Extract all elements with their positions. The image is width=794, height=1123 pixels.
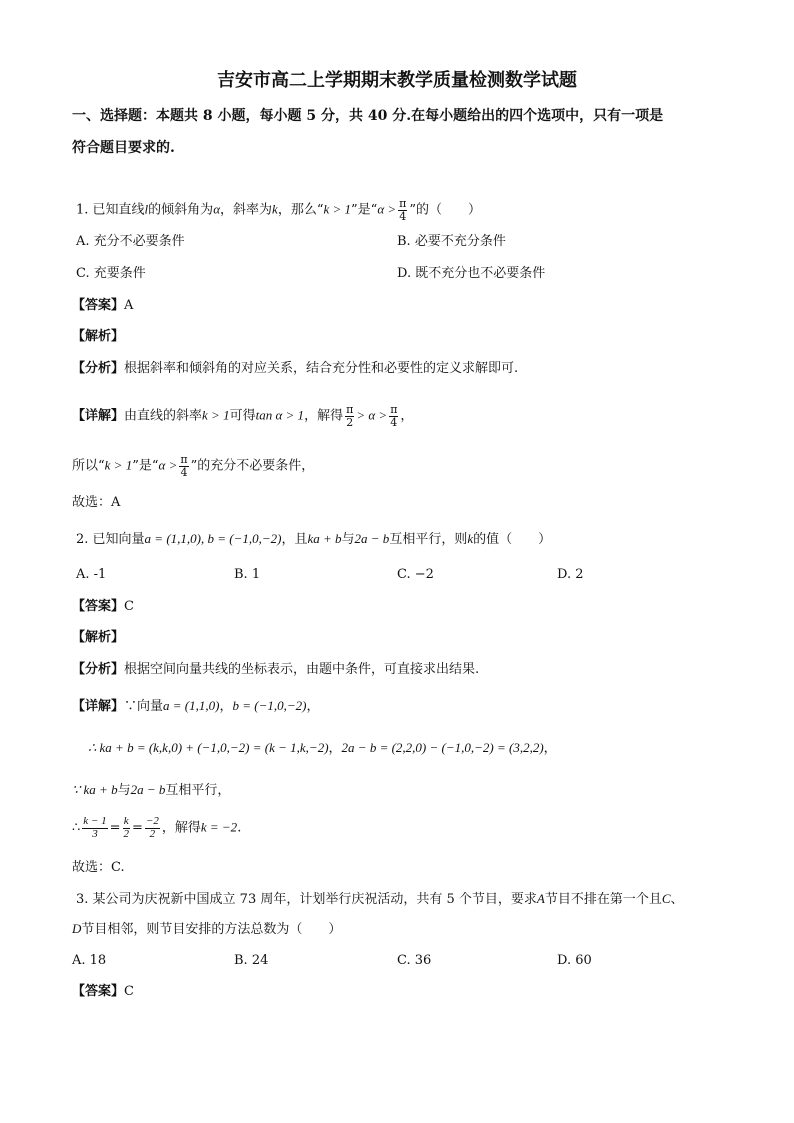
q2-answer: 【答案】C — [72, 599, 134, 614]
q1-pi-over-2: $\frac{\pi}{2}$ — [346, 403, 354, 429]
q1-stem-text: 1. 已知直线 — [76, 202, 145, 218]
q1-condition2-lhs: α > — [377, 201, 397, 217]
q3-answer: 【答案】C — [72, 984, 134, 999]
q1-choose: 故选：A — [72, 495, 121, 510]
q2-analysis-tag: 【解析】 — [72, 630, 125, 645]
answer-tag: 【答案】 — [72, 298, 125, 313]
q2-stem: 2. 已知向量a = (1,1,0), b = (−1,0,−2)，且ka + b与2a − b互相平行，则k的值（ ） — [76, 531, 552, 547]
q1-stem-text: ”是“ — [351, 202, 378, 218]
q2-option-a: A. -1 — [76, 567, 107, 582]
q1-pi-over-4: $\frac{\pi}{4}$ — [399, 197, 407, 223]
q1-stem-text: ，斜率为 — [220, 202, 273, 218]
q2-vectors: a = (1,1,0), b = (−1,0,−2) — [144, 531, 282, 546]
q1-fenxi: 【分析】根据斜率和倾斜角的对应关系，结合充分性和必要性的定义求解即可. — [72, 361, 519, 376]
q1-option-a: A. 充分不必要条件 — [76, 234, 185, 249]
q1-var-k: k — [272, 201, 278, 217]
q2-fenxi: 【分析】根据空间向量共线的坐标表示，由题中条件，可直接求出结果. — [72, 662, 480, 677]
q2-step-1: ∴ ka + b = (k,k,0) + (−1,0,−2) = (k − 1,k,−2)，2a − b = (2,2,0) − (−1,0,−2) = (3,2,2)， — [88, 740, 557, 756]
q1-stem-text: ，那么“ — [277, 202, 324, 218]
q3-option-c: C. 36 — [397, 953, 432, 968]
q2-step-2: ∵ ka + b与2a − b互相平行， — [72, 782, 231, 798]
q2-option-b: B. 1 — [234, 567, 261, 582]
q1-option-b: B. 必要不充分条件 — [397, 234, 506, 249]
q1-stem-text: 的倾斜角为 — [148, 202, 214, 218]
q3-stem-line1: 3. 某公司为庆祝新中国成立 73 周年，计划举行庆祝活动，共有 5 个节目，要求A节目不排在第一个且C、 — [76, 891, 684, 907]
q1-option-c: C. 充要条件 — [76, 266, 146, 281]
q3-stem-line2: D节目相邻，则节目安排的方法总数为（ ） — [72, 921, 342, 937]
q3-option-b: B. 24 — [234, 953, 269, 968]
q1-var-alpha: α — [213, 201, 221, 217]
q1-stem — [76, 198, 481, 222]
answer-value: A — [124, 298, 134, 313]
q1-pi-over-4c: $\frac{\pi}{4}$ — [180, 453, 188, 479]
q2-choose: 故选：C. — [72, 860, 125, 875]
q1-analysis-tag: 【解析】 — [72, 329, 125, 344]
q1-stem-text: ”的（ ） — [409, 202, 482, 218]
section-heading-line2: 符合题目要求的. — [72, 140, 175, 156]
q3-option-d: D. 60 — [557, 953, 592, 968]
section-heading-line1: 一、选择题：本题共 8 小题，每小题 5 分，共 40 分.在每小题给出的四个选项中，只有一项是 — [72, 108, 664, 124]
q1-conclusion: 所以“k > 1”是“α > $\frac{\pi}{4}$ ”的充分不必要条件， — [72, 453, 315, 479]
q2-option-d: D. 2 — [557, 567, 584, 582]
q1-option-d: D. 既不充分也不必要条件 — [397, 266, 546, 281]
q1-answer — [72, 298, 133, 314]
q2-step-3: ∴ $\frac{k - 1}{3}$ = $\frac{k}{2}$ = $\frac{-2}{2}$ ，解得k = −2. — [72, 815, 242, 840]
q1-pi-over-4b: $\frac{\pi}{4}$ — [390, 403, 398, 429]
q3-option-a: A. 18 — [72, 953, 107, 968]
q2-detail: 【详解】∵向量a = (1,1,0)，b = (−1,0,−2)， — [72, 698, 320, 714]
q2-option-c: C. −2 — [397, 567, 434, 582]
q1-condition: k > 1 — [323, 201, 352, 217]
page-title: 吉安市高二上学期期末教学质量检测数学试题 — [217, 70, 577, 91]
q1-detail: 【详解】由直线的斜率k > 1可得tan α > 1，解得 $\frac{\pi}{2}$ > α > $\frac{\pi}{4}$ ， — [72, 403, 414, 429]
q1-var-l: l — [144, 201, 149, 217]
